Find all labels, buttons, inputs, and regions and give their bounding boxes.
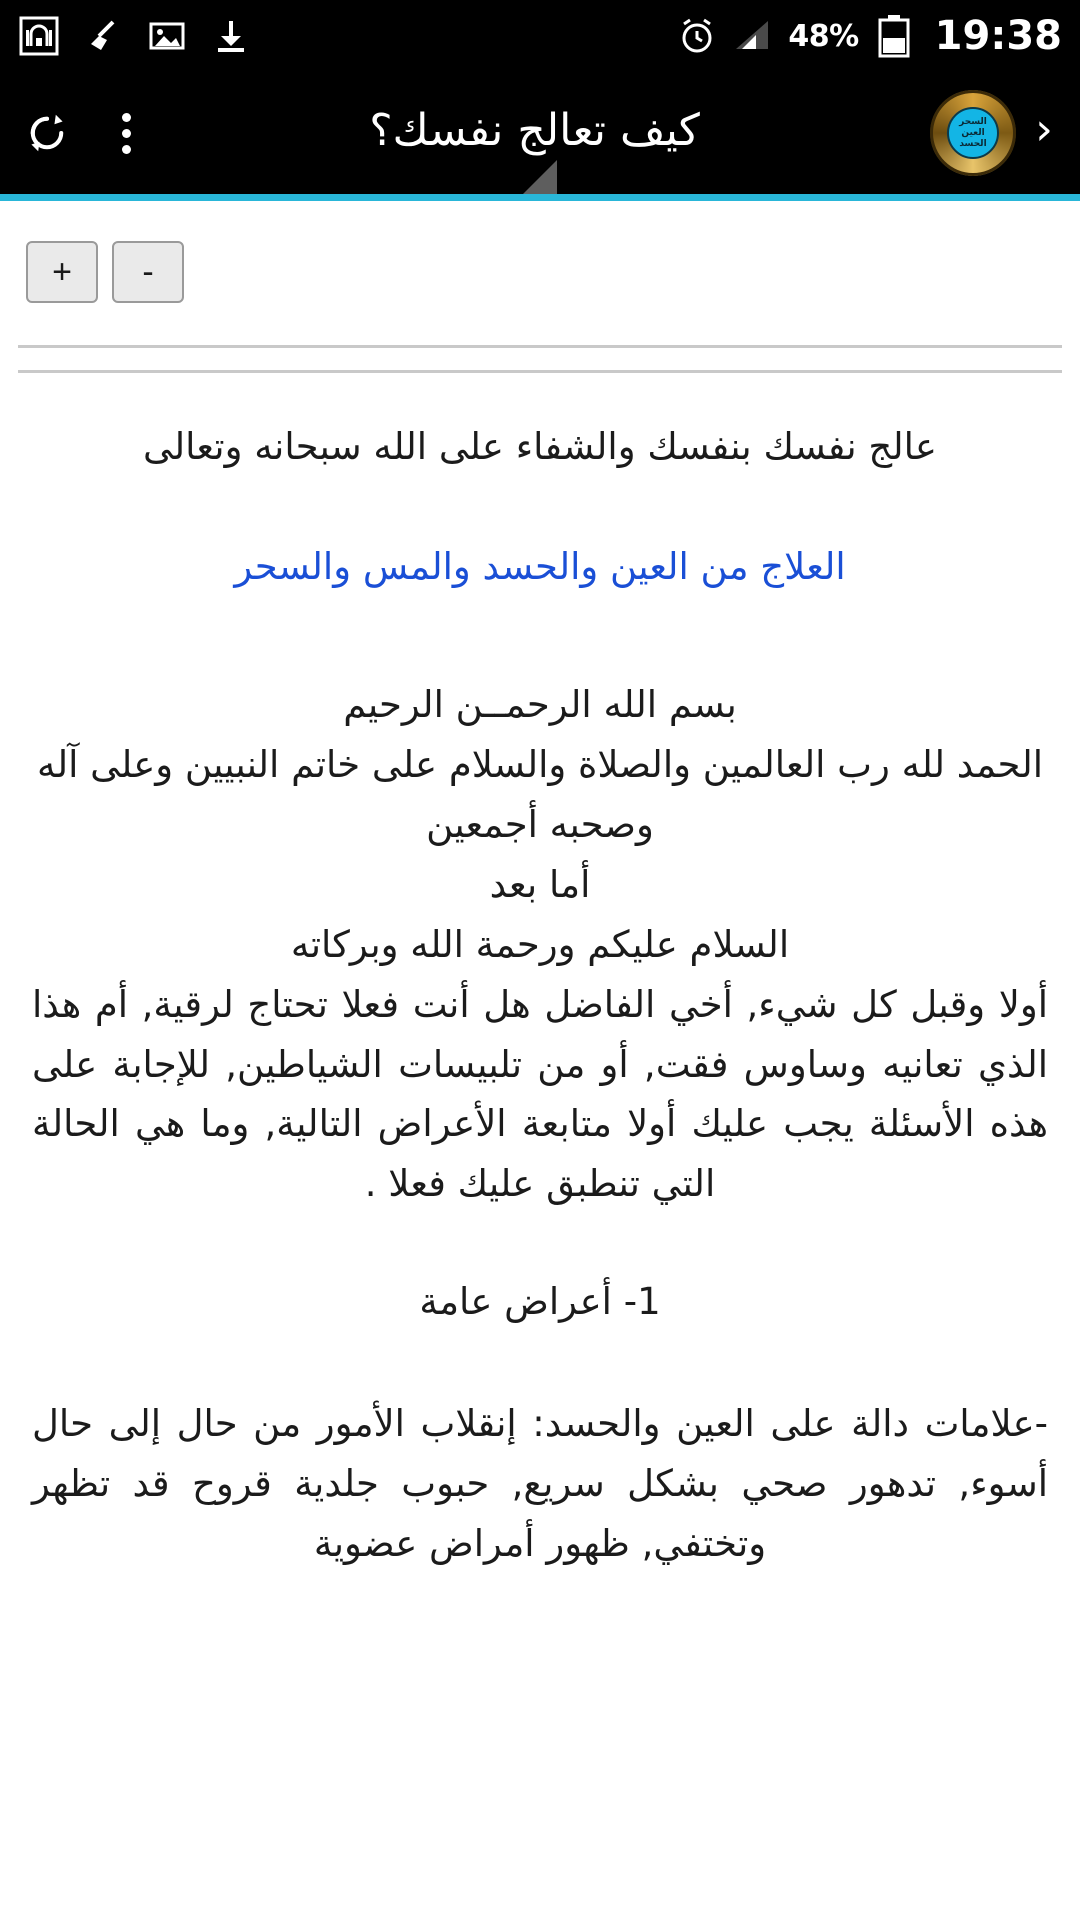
app-logo-line-2: العين: [961, 127, 985, 138]
app-logo: [930, 90, 1016, 176]
divider-bottom: [18, 370, 1062, 373]
article-link[interactable]: العلاج من العين والحسد والمس والسحر: [234, 544, 846, 588]
overflow-menu-icon[interactable]: [104, 107, 149, 160]
article-intro: عالج نفسك بنفسك والشفاء على الله سبحانه وتعالى: [143, 425, 937, 468]
mosque-icon: [18, 15, 60, 57]
battery-percent-label: 48%: [788, 18, 859, 54]
article-body: [18, 389, 1062, 1574]
app-bar-actions: [16, 107, 149, 160]
app-bar: [0, 72, 1080, 194]
accent-divider: [0, 194, 1080, 201]
signal-icon: [732, 15, 774, 57]
article-greeting: السلام عليكم ورحمة الله وبركاته: [290, 922, 790, 966]
article-section-heading-1: 1- أعراض عامة: [419, 1280, 661, 1324]
article-symptoms-paragraph: -علامات دالة على العين والحسد: إنقلاب الأمور من حال إلى حال أسوء, تدهور صحي بشكل سريع, حبوب جلدية قروح قد تظهر وتختفي, ظهور أمراض عضوية: [32, 1402, 1048, 1566]
status-bar-system-icons: [676, 13, 1062, 59]
app-logo-inner: [947, 107, 999, 159]
app-logo-line-1: السحر: [959, 116, 987, 127]
broom-icon: [82, 15, 124, 57]
image-icon: [146, 15, 188, 57]
divider-top: [18, 345, 1062, 348]
content-area: [0, 201, 1080, 1574]
article-basmala: بسم الله الرحمــن الرحيم: [343, 682, 737, 726]
alarm-icon: [676, 15, 718, 57]
app-logo-line-3: الحسد: [959, 138, 987, 149]
zoom-in-button[interactable]: +: [26, 241, 98, 303]
status-bar-notification-icons: [18, 15, 676, 57]
status-bar: [0, 0, 1080, 72]
back-button[interactable]: ‹: [1035, 104, 1053, 155]
article-main-paragraph: أولا وقبل كل شيء, أخي الفاضل هل أنت فعلا تحتاج لرقية, أم هذا الذي تعانيه وساوس فقت, أو من تلبيسات الشياطين, للإجابة على هذه الأسئلة يجب عليك أولا متابعة الأعراض التالية, وما هي الحالة التي تنطبق عليك فعلا .: [32, 982, 1048, 1206]
download-icon: [210, 15, 252, 57]
article-praise: الحمد لله رب العالمين والصلاة والسلام على خاتم النبيين وعلى آله وصحبه أجمعين: [36, 742, 1043, 846]
zoom-out-button[interactable]: -: [112, 241, 184, 303]
page-title: كيف تعالج نفسك؟: [369, 104, 700, 156]
battery-icon: [873, 15, 915, 57]
status-bar-clock: 19:38: [934, 13, 1062, 59]
refresh-icon[interactable]: [26, 112, 68, 154]
article-after: أما بعد: [489, 862, 591, 906]
zoom-controls: [18, 201, 1062, 333]
resize-handle-icon: [523, 160, 557, 194]
divider-group: [18, 333, 1062, 389]
article-opening-block: [32, 675, 1048, 1214]
